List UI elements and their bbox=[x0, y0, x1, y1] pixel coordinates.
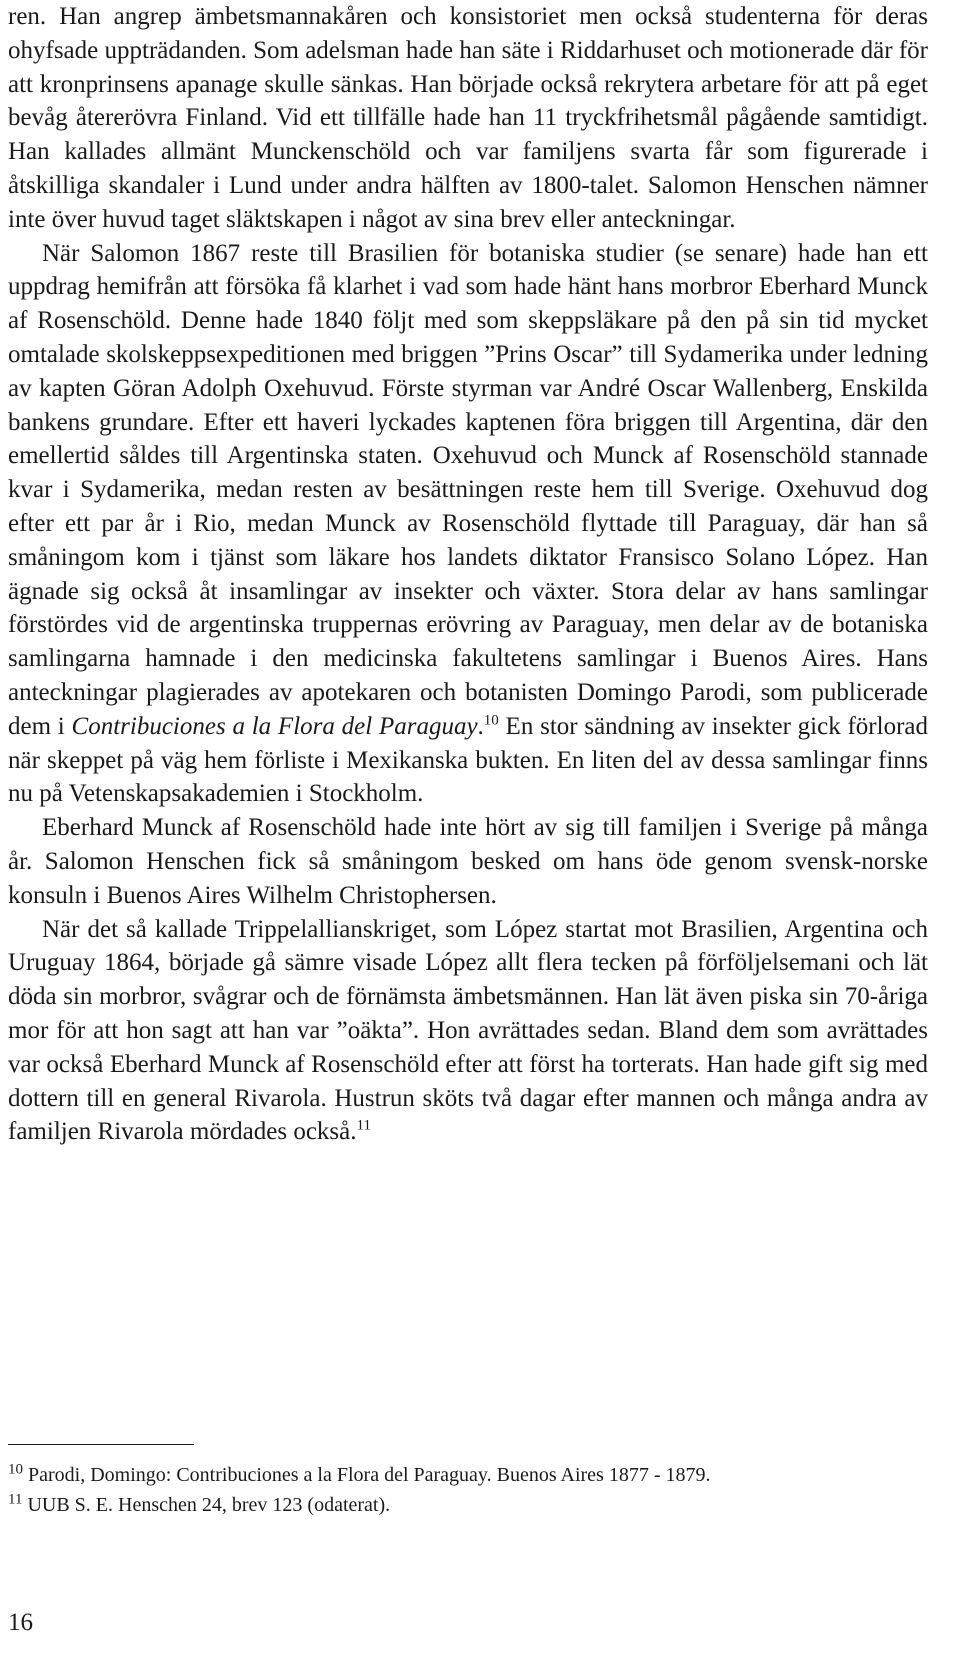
footnote-number-11: 11 bbox=[8, 1491, 23, 1508]
footnote-divider bbox=[8, 1444, 194, 1445]
book-title-italic: Contribuciones a la Flora del Paraguay bbox=[71, 712, 478, 740]
paragraph-4-text: När det så kallade Trippelallianskriget, som López startat mot Brasilien, Argentina och Uruguay 1864, började gå sämre visade López allt flera tecken på förföljelsemani och lät döda sin morbror, svågrar och de förnämsta ämbetsmännen. Han lät även piska sin 70-åriga mor för att hon sagt att han var ”oäkta”. Hon avrättades sedan. Bland dem som avrättades var också Eberhard Munck af Rosenschöld efter att först ha torterats. Han hade gift sig med dottern till en general Rivarola. Hustrun sköts två dagar efter mannen och många andra av familjen Rivarola mördades också. bbox=[8, 915, 928, 1146]
paragraph-2-text-a: När Salomon 1867 reste till Brasilien för botaniska studier (se senare) hade han ett uppdrag hemifrån att försöka få klarhet i vad som hade hänt hans morbror Eberhard Munck af Rosenschöld. Denne hade 1840 följt med som skeppsläkare på den på sin tid mycket omtalade skolskeppsexpeditionen med briggen ”Prins Oscar” till Sydamerika under ledning av kapten Göran Adolph Oxehuvud. Förste styrman var André Oscar Wallenberg, Enskilda bankens grundare. Efter ett haveri lyckades kaptenen föra briggen till Argentina, där den emellertid såldes till Argentinska staten. Oxehuvud och Munck af Rosenschöld stannade kvar i Sydamerika, medan resten av besättningen reste hem till Sverige. Oxehuvud dog efter ett par år i Rio, medan Munck av Rosenschöld flyttade till Paraguay, där han så småningom kom i tjänst som läkare hos landets diktator Fransisco Solano López. Han ägnade sig också åt insamlingar av insekter och växter. Stora delar av hans samlingar förstördes vid de argentinska truppernas erövring av Paraguay, men delar av de botaniska samlingarna hamnade i den medicinska fakultetens samlingar i Buenos Aires. Hans anteckningar plagierades av apotekaren och botanisten Domingo Parodi, som publicerade dem i bbox=[8, 239, 928, 740]
footnote-11 bbox=[8, 1490, 928, 1520]
paragraph-1-text: ren. Han angrep ämbetsmannakåren och konsistoriet men också studenterna för deras ohyfsade uppträdanden. Som adelsman hade han säte i Riddarhuset och motionerade där för att kronprinsens apanage skulle sänkas. Han började också rekrytera arbetare för att på eget bevåg återerövra Finland. Vid ett tillfälle hade han 11 tryckfrihetsmål pågående samtidigt. Han kallades allmänt Munckenschöld och var familjens svarta får som figurerade i åtskilliga skandaler i Lund under andra hälften av 1800-talet. Salomon Henschen nämner inte över huvud taget släktskapen i något av sina brev eller anteckningar. bbox=[8, 3, 928, 233]
footnote-ref-10[interactable]: 10 bbox=[483, 712, 499, 729]
paragraph-2 bbox=[8, 237, 928, 812]
footnote-text-10: Parodi, Domingo: Contribuciones a la Flora del Paraguay. Buenos Aires 1877 - 1879. bbox=[23, 1464, 711, 1486]
paragraph-4 bbox=[8, 913, 928, 1150]
body-text bbox=[8, 0, 928, 1149]
paragraph-3-text: Eberhard Munck af Rosenschöld hade inte hört av sig till familjen i Sverige på många år. Salomon Henschen fick så småningom besked om hans öde genom svensk-norske konsuln i Buenos Aires Wilhelm Christophersen. bbox=[8, 814, 928, 909]
paragraph-1 bbox=[8, 0, 928, 237]
footnote-ref-11[interactable]: 11 bbox=[356, 1117, 371, 1134]
footnote-10 bbox=[8, 1460, 928, 1490]
footnote-number-10: 10 bbox=[8, 1461, 23, 1478]
footnotes bbox=[8, 1460, 928, 1520]
page-number: 16 bbox=[8, 1609, 33, 1636]
paragraph-2-text-b: En stor sändning av insekter gick förlorad när skeppet på väg hem förliste i Mexikanska bukten. En liten del av dessa samlingar finns nu på Vetenskapsakademien i Stockholm. bbox=[8, 712, 928, 808]
document-page bbox=[8, 0, 928, 1149]
footnote-text-11: UUB S. E. Henschen 24, brev 123 (odaterat). bbox=[22, 1494, 391, 1516]
paragraph-3 bbox=[8, 811, 928, 912]
paragraph-2-period: . bbox=[477, 712, 484, 740]
